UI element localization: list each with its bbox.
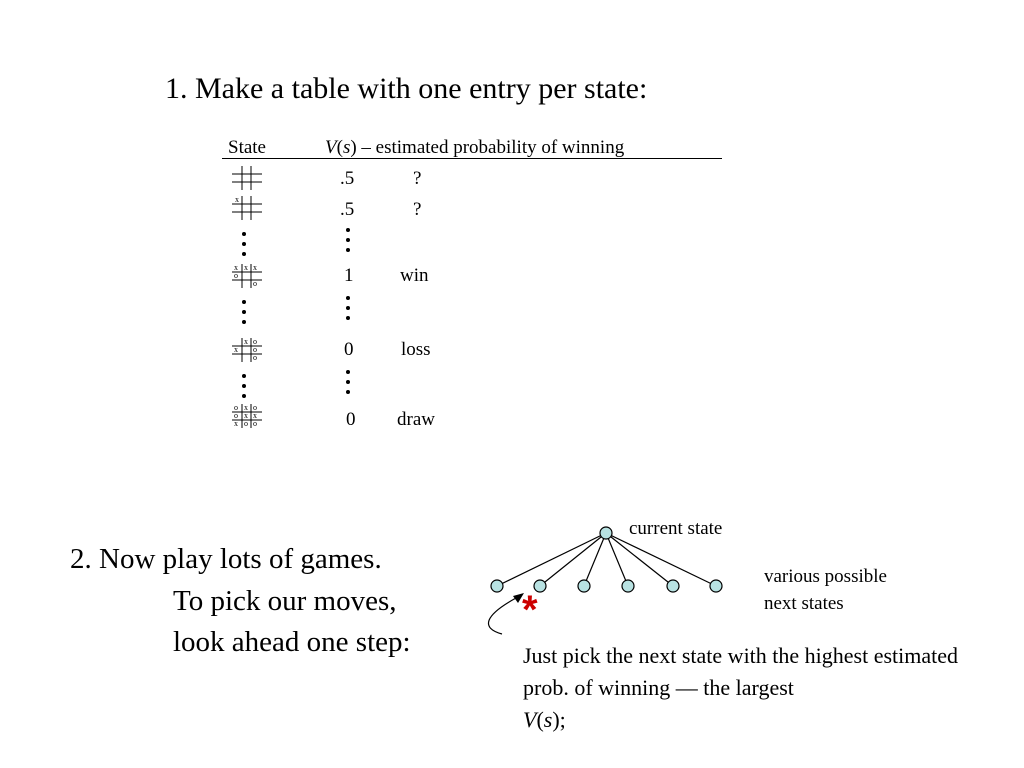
row-4-value: 0: [344, 339, 354, 360]
current-state-label: current state: [629, 518, 723, 539]
paren-close: ): [350, 137, 357, 158]
caption-tail: );: [552, 707, 566, 732]
row-4-outcome: loss: [401, 339, 431, 360]
board-loss: [232, 338, 262, 362]
board-draw: [232, 404, 262, 428]
row-1-value: .5: [340, 168, 355, 189]
svg-text:x: x: [253, 263, 257, 272]
svg-text:x: x: [244, 403, 248, 412]
board-one-x: [232, 196, 262, 220]
row-1-outcome: ?: [413, 168, 422, 189]
table-header-rule: [222, 158, 722, 159]
heading-make-table: 1. Make a table with one entry per state:: [165, 72, 648, 105]
row-3-outcome: win: [400, 265, 429, 286]
svg-text:x: x: [234, 263, 238, 272]
caption-text: Just pick the next state with the highest estimated prob. of winning — the largest: [523, 643, 959, 700]
table-header-value: [325, 137, 624, 159]
heading-look-ahead: look ahead one step:: [173, 626, 411, 658]
next-state-node: [578, 580, 590, 592]
svg-text:o: o: [253, 345, 257, 354]
row-5-outcome: draw: [397, 409, 435, 430]
svg-text:x: x: [235, 195, 239, 204]
svg-text:o: o: [234, 403, 238, 412]
ellipsis-value-3: [345, 370, 351, 400]
svg-text:x: x: [253, 411, 257, 420]
table-header-state: State: [228, 137, 266, 158]
svg-text:o: o: [253, 279, 257, 288]
row-5-value: 0: [346, 409, 356, 430]
svg-text:o: o: [253, 403, 257, 412]
svg-text:o: o: [253, 419, 257, 428]
state-symbol: s: [342, 137, 351, 158]
next-states-label-line2: next states: [764, 593, 844, 614]
ellipsis-state-1: [241, 232, 247, 262]
svg-text:x: x: [244, 263, 248, 272]
row-2-value: .5: [340, 199, 355, 220]
next-state-node: [622, 580, 634, 592]
caption-s-symbol: s: [543, 707, 553, 732]
svg-text:o: o: [244, 419, 248, 428]
svg-text:o: o: [253, 337, 257, 346]
ellipsis-state-3: [241, 374, 247, 404]
row-2-outcome: ?: [413, 199, 422, 220]
header-description: – estimated probability of winning: [356, 137, 625, 158]
v-function-symbol: V: [325, 137, 337, 158]
selection-caption: [523, 640, 973, 736]
heading-play-games: 2. Now play lots of games.: [70, 543, 382, 575]
svg-text:x: x: [234, 419, 238, 428]
svg-text:o: o: [253, 353, 257, 362]
caption-paren-open: (: [536, 707, 544, 732]
svg-text:x: x: [234, 345, 238, 354]
next-state-node: [491, 580, 503, 592]
svg-text:o: o: [234, 411, 238, 420]
heading-pick-moves: To pick our moves,: [173, 585, 397, 617]
ellipsis-value-1: [345, 228, 351, 258]
selection-arrow: [488, 598, 516, 634]
best-choice-star-icon: *: [522, 588, 538, 632]
svg-text:o: o: [234, 271, 238, 280]
caption-v-symbol: V: [523, 707, 537, 732]
current-state-node: [600, 527, 612, 539]
row-3-value: 1: [344, 265, 354, 286]
board-empty: [232, 166, 262, 190]
next-state-node: [710, 580, 722, 592]
board-win: [232, 264, 262, 288]
ellipsis-value-2: [345, 296, 351, 326]
next-state-node: [667, 580, 679, 592]
svg-text:x: x: [244, 337, 248, 346]
ellipsis-state-2: [241, 300, 247, 330]
paren-open: (: [336, 137, 343, 158]
next-states-label-line1: various possible: [764, 566, 887, 587]
svg-text:x: x: [244, 411, 248, 420]
